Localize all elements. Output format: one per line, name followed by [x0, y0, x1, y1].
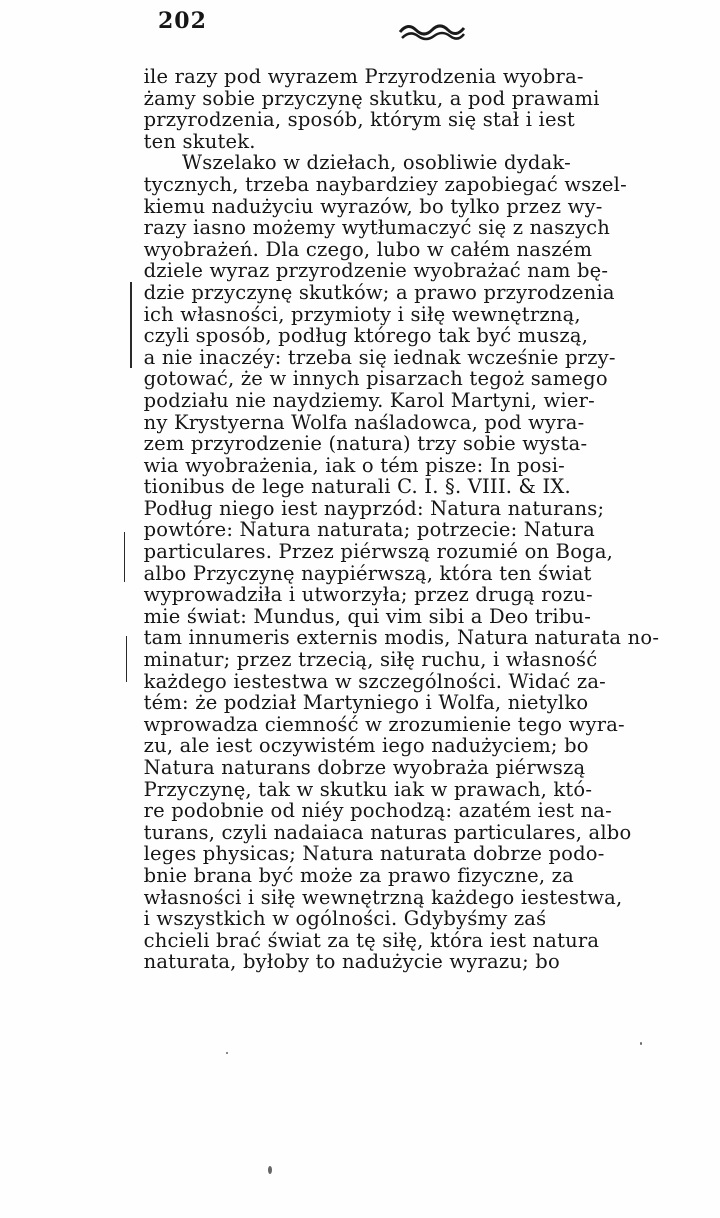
text-line: ny Krystyerna Wolfa naśladowca, pod wyra- — [118, 410, 585, 434]
text-line: wyprowadziła i utworzyła; przez drugą rozu- — [118, 583, 593, 607]
text-line: chcieli brać świat za tę siłę, która iest natura — [118, 928, 600, 952]
text-line: leges physicas; Natura naturata dobrze podo- — [118, 842, 605, 866]
text-line: minatur; przez trzecią, siłę ruchu, i własność — [118, 648, 598, 672]
text-line: własności i siłę wewnętrzną każdego iestestwa, — [118, 885, 623, 909]
text-line: dzie przyczynę skutków; a prawo przyrodzenia — [118, 280, 615, 304]
text-line: a nie inaczéy: trzeba się iednak wcześnie przy- — [118, 345, 616, 369]
text-line: mie świat: Mundus, qui vim sibi a Deo tribu- — [118, 604, 592, 628]
text-line: kiemu nadużyciu wyrazów, bo tylko przez wy- — [118, 194, 603, 218]
text-line: gotować, że w innych pisarzach tegoż samego — [118, 367, 608, 391]
text-line: Natura naturans dobrze wyobraża piérwszą — [118, 756, 586, 779]
text-line: naturata, byłoby to nadużycie wyrazu; bo — [118, 950, 560, 974]
text-line: zem przyrodzenie (natura) trzy sobie wysta- — [118, 432, 588, 456]
text-line: albo Przyczynę naypiérwszą, która ten świat — [118, 561, 592, 585]
text-line: Wszelako w dziełach, osobliwie dydak- — [118, 151, 571, 175]
text-line: Przyczynę, tak w skutku iak w prawach, któ- — [118, 777, 593, 801]
text-line: particulares. Przez piérwszą rozumié on Boga, — [118, 540, 614, 564]
text-line: podziału nie naydziemy. Karol Martyni, wier- — [118, 388, 595, 412]
text-line: żamy sobie przyczynę skutku, a pod prawami — [118, 86, 600, 110]
body-text — [118, 66, 718, 973]
text-line: wprowadza ciemność w zrozumienie tego wyra- — [118, 712, 625, 736]
text-line: bnie brana być może za prawo fizyczne, za — [118, 863, 574, 887]
text-line: ten skutek. — [118, 129, 256, 153]
page-number: 202 — [158, 8, 207, 34]
text-line: Podług niego iest nayprzód: Natura naturans; — [118, 496, 605, 520]
text-line: dziele wyraz przyrodzenie wyobrażać nam bę- — [118, 259, 609, 283]
text-line: turans, czyli nadaiaca naturas particulares, albo — [118, 820, 632, 844]
wave-ornament-icon — [398, 18, 468, 46]
text-line: tam innumeris externis modis, Natura naturata no- — [118, 626, 660, 650]
text-line: tionibus de lege naturali C. I. §. VIII. & IX. — [118, 475, 571, 499]
text-line: ich własności, przymioty i siłę wewnętrzną, — [118, 302, 581, 326]
text-line: przyrodzenia, sposób, którym się stał i iest — [118, 108, 575, 132]
text-line: powtóre: Natura naturata; potrzecie: Natura — [118, 518, 595, 542]
text-line: tycznych, trzeba naybardziey zapobiegać wszel- — [118, 172, 627, 196]
text-line: re podobnie od niéy pochodzą: azatém iest na- — [118, 799, 612, 823]
text-line: zu, ale iest oczywistém iego nadużyciem; bo — [118, 734, 589, 758]
text-line: wia wyobrażenia, iak o tém pisze: In posi- — [118, 453, 565, 477]
text-line: czyli sposób, podług którego tak być muszą, — [118, 324, 589, 348]
text-line: wyobrażeń. Dla czego, lubo w całém naszém — [118, 237, 593, 261]
text-line: i wszystkich w ogólności. Gdybyśmy zaś — [118, 907, 547, 931]
text-line: ile razy pod wyrazem Przyrodzenia wyobra- — [118, 65, 584, 88]
text-line: razy iasno możemy wytłumaczyć się z naszych — [118, 216, 611, 240]
text-line: tém: że podział Martyniego i Wolfa, nietylko — [118, 691, 589, 715]
text-line: każdego iestestwa w szczególności. Widać za- — [118, 669, 606, 693]
